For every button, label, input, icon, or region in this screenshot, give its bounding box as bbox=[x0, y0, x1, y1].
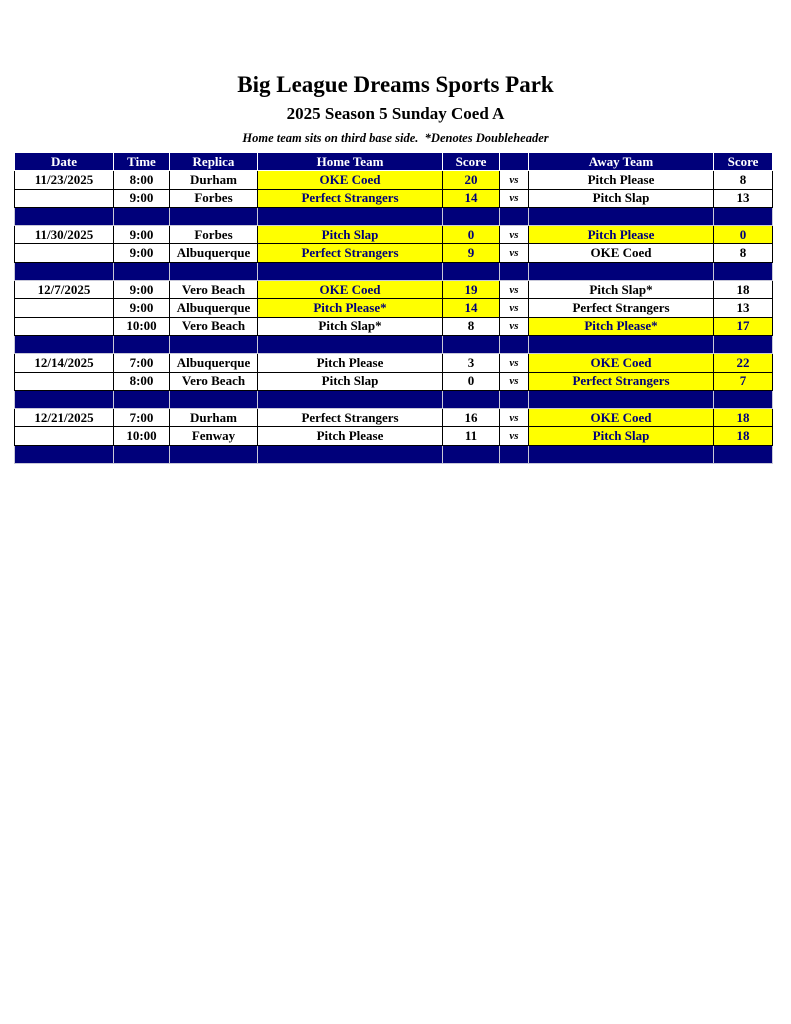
separator-cell bbox=[114, 262, 170, 280]
game-date bbox=[15, 317, 114, 335]
game-time: 9:00 bbox=[114, 244, 170, 262]
separator-cell bbox=[529, 445, 714, 463]
week-separator-row bbox=[15, 262, 773, 280]
page-subtitle: 2025 Season 5 Sunday Coed A bbox=[286, 104, 505, 123]
separator-cell bbox=[170, 445, 258, 463]
table-row bbox=[15, 281, 773, 299]
separator-cell bbox=[443, 390, 500, 408]
week-separator-row bbox=[15, 390, 773, 408]
column-header-home-score: Score bbox=[443, 153, 500, 171]
table-row bbox=[15, 409, 773, 427]
vs-label: vs bbox=[500, 171, 529, 189]
separator-cell bbox=[714, 445, 773, 463]
separator-cell bbox=[500, 335, 529, 353]
game-time: 9:00 bbox=[114, 189, 170, 207]
separator-cell bbox=[170, 335, 258, 353]
separator-cell bbox=[714, 207, 773, 225]
separator-cell bbox=[500, 390, 529, 408]
game-time: 9:00 bbox=[114, 299, 170, 317]
game-replica: Fenway bbox=[170, 427, 258, 445]
separator-cell bbox=[529, 390, 714, 408]
table-row bbox=[15, 171, 773, 189]
schedule-body bbox=[15, 171, 773, 464]
game-time: 9:00 bbox=[114, 281, 170, 299]
table-row bbox=[15, 244, 773, 262]
separator-cell bbox=[15, 207, 114, 225]
game-date: 12/21/2025 bbox=[15, 409, 114, 427]
game-date bbox=[15, 189, 114, 207]
separator-cell bbox=[258, 445, 443, 463]
separator-cell bbox=[443, 445, 500, 463]
vs-label: vs bbox=[500, 372, 529, 390]
away-score: 13 bbox=[714, 189, 773, 207]
away-score: 8 bbox=[714, 244, 773, 262]
table-row bbox=[15, 189, 773, 207]
separator-cell bbox=[170, 262, 258, 280]
home-score: 16 bbox=[443, 409, 500, 427]
home-team: Pitch Please bbox=[258, 427, 443, 445]
away-team: OKE Coed bbox=[529, 354, 714, 372]
home-team: Pitch Slap bbox=[258, 372, 443, 390]
separator-cell bbox=[500, 207, 529, 225]
column-header-away-team: Away Team bbox=[529, 153, 714, 171]
table-header-row bbox=[15, 153, 773, 171]
home-team: Perfect Strangers bbox=[258, 409, 443, 427]
table-row bbox=[15, 427, 773, 445]
game-date bbox=[15, 244, 114, 262]
game-date: 12/14/2025 bbox=[15, 354, 114, 372]
home-score: 19 bbox=[443, 281, 500, 299]
separator-cell bbox=[15, 335, 114, 353]
game-time: 8:00 bbox=[114, 372, 170, 390]
vs-label: vs bbox=[500, 354, 529, 372]
home-score: 14 bbox=[443, 189, 500, 207]
home-team: OKE Coed bbox=[258, 281, 443, 299]
column-header-time: Time bbox=[114, 153, 170, 171]
week-separator-row bbox=[15, 445, 773, 463]
away-team: Perfect Strangers bbox=[529, 299, 714, 317]
home-score: 0 bbox=[443, 226, 500, 244]
separator-cell bbox=[714, 335, 773, 353]
vs-label: vs bbox=[500, 427, 529, 445]
home-team: Pitch Please bbox=[258, 354, 443, 372]
separator-cell bbox=[714, 262, 773, 280]
table-row bbox=[15, 226, 773, 244]
game-date: 11/30/2025 bbox=[15, 226, 114, 244]
away-team: OKE Coed bbox=[529, 409, 714, 427]
separator-cell bbox=[15, 390, 114, 408]
game-date bbox=[15, 372, 114, 390]
away-team: Pitch Please* bbox=[529, 317, 714, 335]
separator-cell bbox=[714, 390, 773, 408]
vs-label: vs bbox=[500, 189, 529, 207]
game-time: 7:00 bbox=[114, 409, 170, 427]
home-team: Perfect Strangers bbox=[258, 189, 443, 207]
away-score: 18 bbox=[714, 427, 773, 445]
separator-cell bbox=[114, 445, 170, 463]
away-team: Pitch Please bbox=[529, 171, 714, 189]
column-header-vs bbox=[500, 153, 529, 171]
away-team: Pitch Slap bbox=[529, 189, 714, 207]
vs-label: vs bbox=[500, 317, 529, 335]
separator-cell bbox=[529, 335, 714, 353]
game-date bbox=[15, 427, 114, 445]
away-score: 13 bbox=[714, 299, 773, 317]
game-replica: Durham bbox=[170, 171, 258, 189]
schedule-table bbox=[14, 152, 773, 464]
game-time: 7:00 bbox=[114, 354, 170, 372]
game-time: 10:00 bbox=[114, 317, 170, 335]
separator-cell bbox=[258, 262, 443, 280]
away-score: 18 bbox=[714, 409, 773, 427]
away-score: 22 bbox=[714, 354, 773, 372]
separator-cell bbox=[443, 207, 500, 225]
table-row bbox=[15, 299, 773, 317]
separator-cell bbox=[529, 262, 714, 280]
column-header-replica: Replica bbox=[170, 153, 258, 171]
vs-label: vs bbox=[500, 244, 529, 262]
separator-cell bbox=[15, 262, 114, 280]
game-replica: Durham bbox=[170, 409, 258, 427]
separator-cell bbox=[443, 335, 500, 353]
separator-cell bbox=[258, 207, 443, 225]
column-header-date: Date bbox=[15, 153, 114, 171]
page-title: Big League Dreams Sports Park bbox=[237, 72, 554, 97]
vs-label: vs bbox=[500, 226, 529, 244]
column-header-home-team: Home Team bbox=[258, 153, 443, 171]
separator-cell bbox=[529, 207, 714, 225]
away-team: OKE Coed bbox=[529, 244, 714, 262]
table-row bbox=[15, 354, 773, 372]
game-replica: Albuquerque bbox=[170, 299, 258, 317]
game-replica: Vero Beach bbox=[170, 372, 258, 390]
away-score: 7 bbox=[714, 372, 773, 390]
game-replica: Albuquerque bbox=[170, 354, 258, 372]
game-replica: Forbes bbox=[170, 189, 258, 207]
away-team: Pitch Please bbox=[529, 226, 714, 244]
home-team: Pitch Please* bbox=[258, 299, 443, 317]
game-time: 8:00 bbox=[114, 171, 170, 189]
separator-cell bbox=[500, 445, 529, 463]
table-row bbox=[15, 372, 773, 390]
away-team: Pitch Slap bbox=[529, 427, 714, 445]
column-header-away-score: Score bbox=[714, 153, 773, 171]
separator-cell bbox=[114, 335, 170, 353]
away-team: Perfect Strangers bbox=[529, 372, 714, 390]
away-team: Pitch Slap* bbox=[529, 281, 714, 299]
separator-cell bbox=[258, 390, 443, 408]
home-team: OKE Coed bbox=[258, 171, 443, 189]
game-date: 12/7/2025 bbox=[15, 281, 114, 299]
vs-label: vs bbox=[500, 281, 529, 299]
game-replica: Vero Beach bbox=[170, 317, 258, 335]
separator-cell bbox=[114, 390, 170, 408]
separator-cell bbox=[443, 262, 500, 280]
vs-label: vs bbox=[500, 299, 529, 317]
away-score: 18 bbox=[714, 281, 773, 299]
week-separator-row bbox=[15, 335, 773, 353]
game-replica: Vero Beach bbox=[170, 281, 258, 299]
home-score: 0 bbox=[443, 372, 500, 390]
home-score: 20 bbox=[443, 171, 500, 189]
separator-cell bbox=[500, 262, 529, 280]
home-team: Pitch Slap* bbox=[258, 317, 443, 335]
separator-cell bbox=[258, 335, 443, 353]
separator-cell bbox=[170, 390, 258, 408]
home-score: 11 bbox=[443, 427, 500, 445]
schedule-note: Home team sits on third base side. *Denotes Doubleheader bbox=[242, 131, 549, 145]
game-date: 11/23/2025 bbox=[15, 171, 114, 189]
away-score: 17 bbox=[714, 317, 773, 335]
separator-cell bbox=[170, 207, 258, 225]
home-team: Perfect Strangers bbox=[258, 244, 443, 262]
separator-cell bbox=[15, 445, 114, 463]
home-score: 3 bbox=[443, 354, 500, 372]
week-separator-row bbox=[15, 207, 773, 225]
table-row bbox=[15, 317, 773, 335]
home-team: Pitch Slap bbox=[258, 226, 443, 244]
game-time: 10:00 bbox=[114, 427, 170, 445]
game-date bbox=[15, 299, 114, 317]
home-score: 9 bbox=[443, 244, 500, 262]
game-time: 9:00 bbox=[114, 226, 170, 244]
away-score: 8 bbox=[714, 171, 773, 189]
separator-cell bbox=[114, 207, 170, 225]
vs-label: vs bbox=[500, 409, 529, 427]
home-score: 8 bbox=[443, 317, 500, 335]
game-replica: Albuquerque bbox=[170, 244, 258, 262]
home-score: 14 bbox=[443, 299, 500, 317]
game-replica: Forbes bbox=[170, 226, 258, 244]
away-score: 0 bbox=[714, 226, 773, 244]
